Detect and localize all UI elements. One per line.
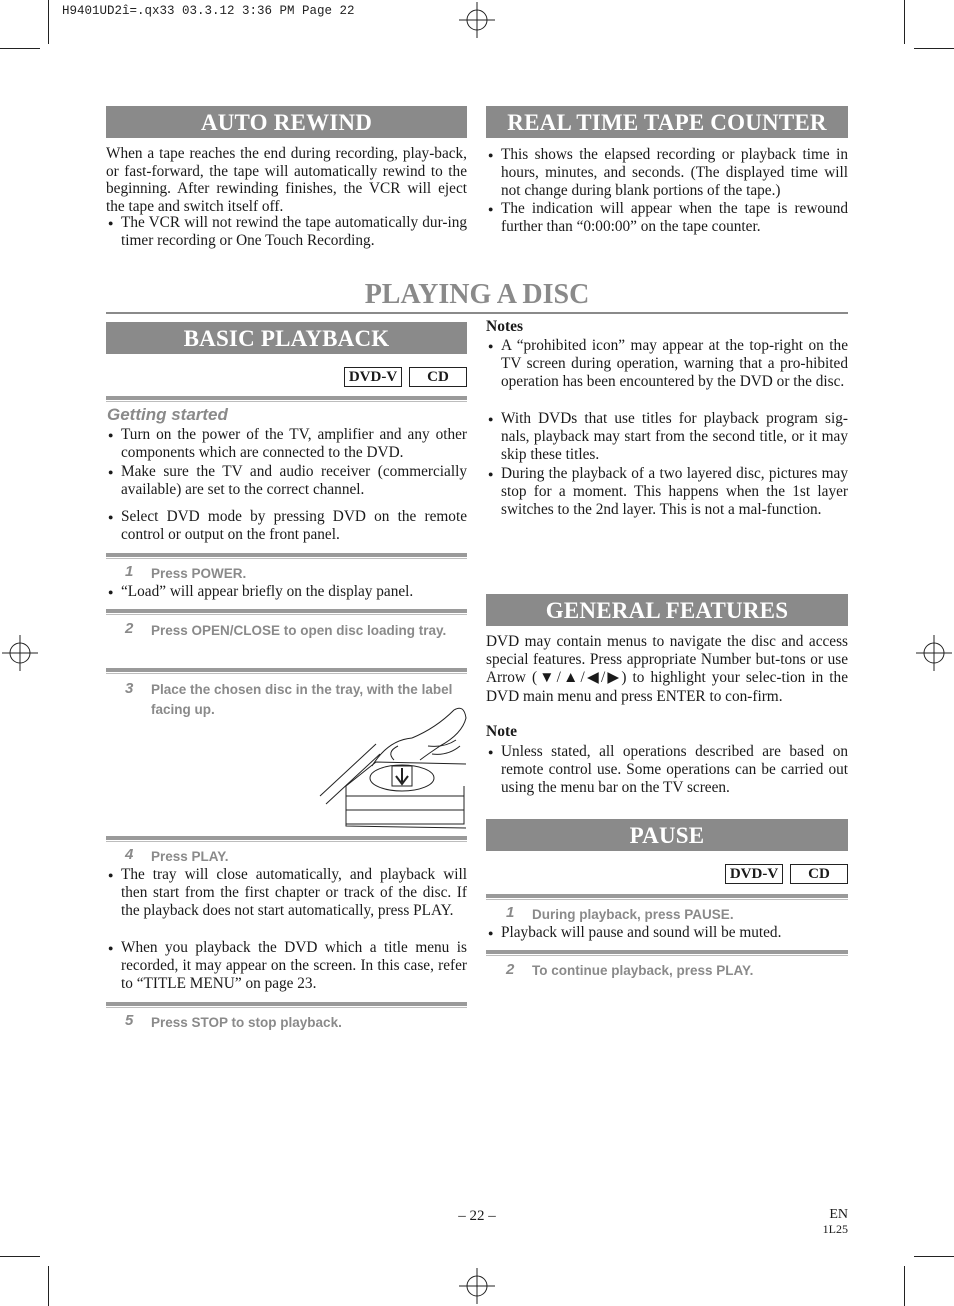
getting-started-heading: Getting started [107, 405, 228, 424]
step-instruction: Place the chosen disc in the tray, with the label facing up. [151, 682, 453, 717]
disc-tray-illustration [316, 700, 468, 832]
getting-started-bullet: ● Select DVD mode by pressing DVD on the remote control or output on the front panel. [106, 508, 467, 544]
crop-mark [904, 1266, 905, 1306]
getting-started-bullet: ● Turn on the power of the TV, amplifier and any other components which are connected to the DVD. [106, 426, 467, 462]
notes-bullet: ● A “prohibited icon” may appear at the top-right on the TV screen during operation, warning that a pro-hibited operation has been encountered by the DVD or the disc. [486, 337, 848, 391]
step-number: 3 [125, 680, 134, 697]
notes-bullet: ● With DVDs that use titles for playback program sig-nals, playback may start from the second title, or it may skip these titles. [486, 410, 848, 464]
divider [106, 836, 467, 840]
section-header-auto-rewind: AUTO REWIND [106, 106, 467, 138]
language-code: EN [829, 1207, 848, 1222]
divider [486, 950, 848, 954]
section-header-pause: PAUSE [486, 819, 848, 851]
registration-mark-icon [459, 2, 495, 38]
step-number: 4 [125, 846, 134, 863]
section-header-basic-playback: BASIC PLAYBACK [106, 322, 467, 354]
file-slug: H9401UD2î=.qx33 03.3.12 3:36 PM Page 22 [62, 4, 355, 18]
step-number: 2 [506, 961, 515, 978]
general-features-note-heading: Note [486, 723, 517, 740]
general-features-paragraph: DVD may contain menus to navigate the disc and access special features. Press appropriate Number but-tons or use Arrow (▼/▲/◀/▶) to highlight your selec-tion in the DVD main menu and press ENTER to con-firm. [486, 633, 848, 705]
step-bullet: ● “Load” will appear briefly on the display panel. [106, 583, 467, 601]
step-instruction: Press OPEN/CLOSE to open disc loading tray. [151, 623, 447, 638]
registration-mark-icon [459, 1268, 495, 1304]
step-instruction: Press POWER. [151, 566, 247, 581]
crop-mark [0, 48, 40, 49]
crop-mark [904, 0, 905, 44]
section-header-tape-counter: REAL TIME TAPE COUNTER [486, 106, 848, 138]
step-number: 5 [125, 1012, 134, 1029]
step-number: 1 [125, 563, 134, 580]
step-instruction: During playback, press PAUSE. [532, 907, 734, 922]
step-instruction: Press PLAY. [151, 849, 229, 864]
crop-mark [48, 1266, 49, 1306]
step-number: 2 [125, 620, 134, 637]
auto-rewind-paragraph: When a tape reaches the end during recording, play-back, or fast-forward, the tape will automatically rewind to the beginning. After rewinding finishes, the VCR will eject the tape and switch itself off. [106, 145, 467, 215]
registration-mark-icon [2, 635, 38, 671]
step-bullet: ● The tray will close automatically, and playback will then start from the first chapter or track of the disc. If the playback does not start automatically, press PLAY. [106, 866, 467, 920]
step-bullet: ● When you playback the DVD which a title menu is recorded, it may appear on the screen. In this case, refer to “TITLE MENU” on page 23. [106, 939, 467, 993]
crop-mark [0, 1256, 40, 1257]
cd-badge: CD [409, 367, 467, 387]
divider [106, 396, 467, 400]
dvd-v-badge: DVD-V [725, 864, 783, 884]
dvd-v-badge: DVD-V [344, 367, 402, 387]
step-instruction: Press STOP to stop playback. [151, 1015, 342, 1030]
tape-counter-bullet: ● This shows the elapsed recording or playback time in hours, minutes, and seconds. (The displayed time will not change during blank portions of the tape.) [486, 146, 848, 200]
divider [106, 668, 467, 672]
page-title: PLAYING A DISC [106, 278, 848, 314]
tape-counter-bullet: ● The indication will appear when the tape is rewound further than “0:00:00” on the tape counter. [486, 200, 848, 236]
divider [106, 553, 467, 557]
section-header-general-features: GENERAL FEATURES [486, 594, 848, 626]
cd-badge: CD [790, 864, 848, 884]
notes-heading: Notes [486, 318, 524, 335]
step-bullet: ● Playback will pause and sound will be muted. [486, 924, 848, 942]
registration-mark-icon [916, 635, 952, 671]
document-code: 1L25 [822, 1222, 848, 1236]
auto-rewind-bullet: ● The VCR will not rewind the tape automatically dur-ing timer recording or One Touch Recording. [106, 214, 467, 250]
general-features-note-bullet: ● Unless stated, all operations described are based on remote control use. Some operations can be carried out using the menu bar on the TV screen. [486, 743, 848, 797]
getting-started-bullet: ● Make sure the TV and audio receiver (commercially available) are set to the correct channel. [106, 463, 467, 499]
notes-bullet: ● During the playback of a two layered disc, pictures may stop for a moment. This happens when the 1st layer switches to the 2nd layer. This is not a mal-function. [486, 465, 848, 519]
page-number: – 22 – [458, 1208, 496, 1224]
step-instruction: To continue playback, press PLAY. [532, 963, 754, 978]
crop-mark [914, 1256, 954, 1257]
step-number: 1 [506, 904, 515, 921]
divider [486, 894, 848, 898]
crop-mark [48, 0, 49, 44]
divider [106, 1002, 467, 1006]
divider [106, 609, 467, 613]
crop-mark [914, 48, 954, 49]
